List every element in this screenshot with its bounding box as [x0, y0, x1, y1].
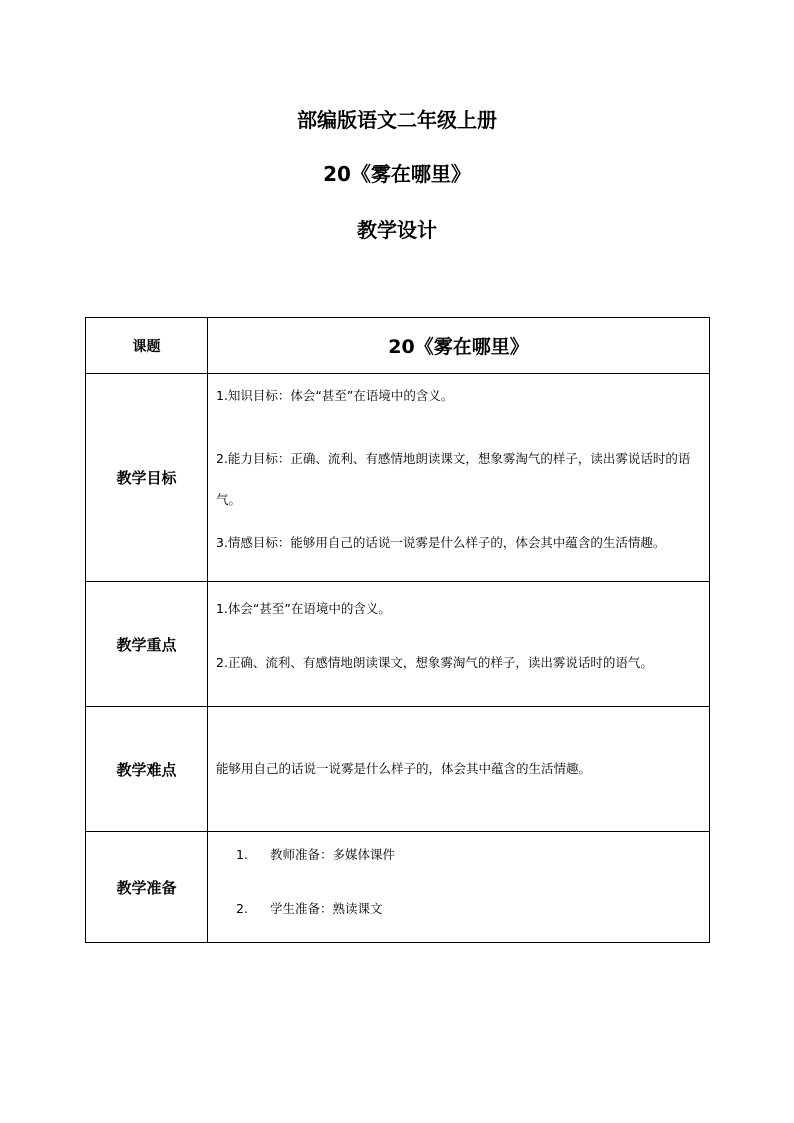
document-title-type: 教学设计 [357, 218, 437, 242]
table-row-goals [86, 374, 710, 582]
table-row-key-points [86, 582, 710, 707]
topic-value: 20《雾在哪里》 [208, 318, 710, 374]
prep-teacher: 教师准备：多媒体课件 [270, 847, 396, 862]
table-row-preparation [86, 832, 710, 943]
goals-label: 教学目标 [86, 374, 208, 582]
goal-knowledge: 1.知识目标：体会“甚至”在语境中的含义。 [216, 388, 454, 403]
key-points-label: 教学重点 [86, 582, 208, 707]
document-title-grade: 部编版语文二年级上册 [297, 108, 497, 132]
list-item-number: 2. [236, 901, 248, 916]
key-point-2: 2.正确、流利、有感情地朗读课文，想象雾淘气的样子，读出雾说话时的语气。 [216, 655, 653, 670]
preparation-cell [208, 832, 710, 943]
difficulty-label: 教学难点 [86, 707, 208, 832]
difficulty-text: 能够用自己的话说一说雾是什么样子的，体会其中蕴含的生活情趣。 [216, 761, 592, 776]
table-row-difficulty [86, 707, 710, 832]
difficulty-cell [208, 707, 710, 832]
key-points-cell [208, 582, 710, 707]
table-row-topic [86, 318, 710, 374]
goal-ability: 2.能力目标：正确、流利、有感情地朗读课文，想象雾淘气的样子，读出雾说话时的语气。 [216, 451, 691, 507]
preparation-label: 教学准备 [86, 832, 208, 943]
lesson-plan-table [85, 317, 710, 943]
document-title-lesson: 20《雾在哪里》 [323, 162, 471, 186]
key-point-1: 1.体会“甚至”在语境中的含义。 [216, 601, 391, 616]
list-item [236, 900, 709, 918]
goal-emotion: 3.情感目标：能够用自己的话说一说雾是什么样子的，体会其中蕴含的生活情趣。 [216, 535, 666, 550]
prep-student: 学生准备：熟读课文 [270, 901, 383, 916]
list-item [236, 846, 709, 864]
goals-cell [208, 374, 710, 582]
topic-label: 课题 [86, 318, 208, 374]
list-item-number: 1. [236, 847, 248, 862]
